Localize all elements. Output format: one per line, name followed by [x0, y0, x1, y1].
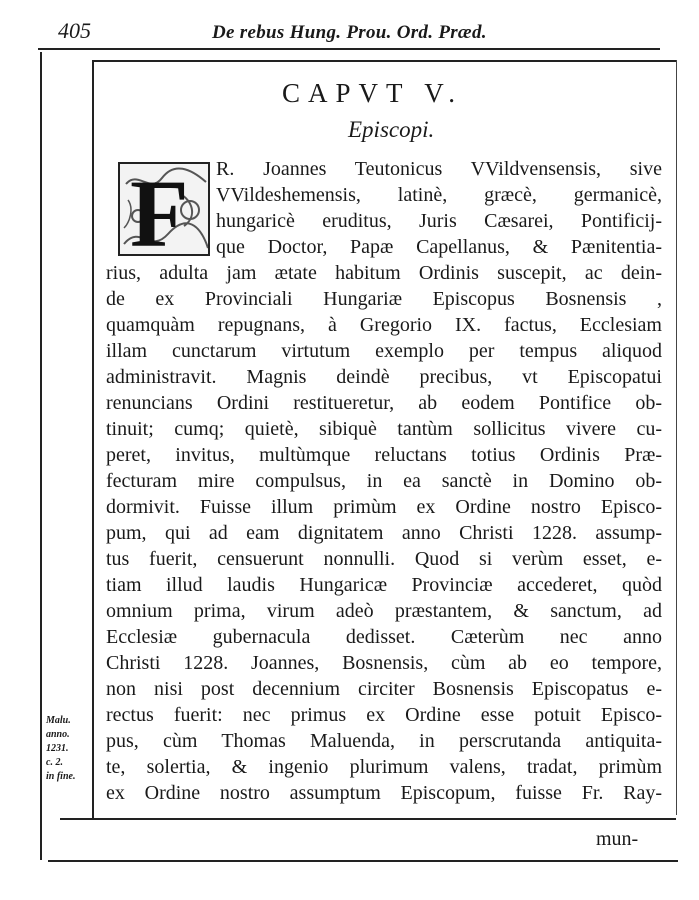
text-line: administravit. Magnis deindè precibus, vt Episcopatui: [106, 366, 662, 388]
text-line: tinuit; cumq; quietè, sibiquè tantùm sollicitus vivere cu-: [106, 418, 662, 440]
catchword: mun-: [596, 828, 639, 850]
margin-note-line: anno.: [46, 729, 70, 740]
text-line: omnium prima, virum adeò præstantem, & sanctum, ad: [106, 600, 662, 622]
text-line: te, solertia, & ingenio plurimum valens, tradat, primùm: [106, 756, 662, 778]
initial-letter: F: [130, 162, 189, 256]
text-line: Christi 1228. Joannes, Bosnensis, cùm ab eo tempore,: [106, 652, 662, 674]
margin-note-line: 1231.: [46, 743, 69, 754]
text-line: dormivit. Fuisse illum primùm ex Ordine nostro Episco-: [106, 496, 662, 518]
margin-note-line: Malu.: [46, 715, 71, 726]
page-number: 405: [58, 18, 91, 43]
text-line: tus fuerit, censuerunt nonnulli. Quod si verùm esset, e-: [106, 548, 662, 570]
text-line: hungaricè eruditus, Juris Cæsarei, Pontificij-: [216, 210, 662, 232]
foot-rule: [48, 860, 678, 862]
frame-top-rule: [92, 60, 676, 62]
text-line: quamquàm repugnans, à Gregorio IX. factus, Ecclesiam: [106, 314, 662, 336]
chapter-title: CAPVT V.: [282, 78, 464, 108]
margin-note-line: c. 2.: [46, 757, 63, 768]
text-line: peret, invitus, multùmque reluctans totius Ordinis Præ-: [106, 444, 662, 466]
text-line: pus, cùm Thomas Maluenda, in perscrutanda antiquita-: [106, 730, 662, 752]
margin-note-line: in fine.: [46, 771, 76, 782]
text-line: que Doctor, Papæ Capellanus, & Pænitentia-: [216, 236, 662, 258]
right-rule: [676, 60, 677, 815]
chapter-subtitle: Episcopi.: [348, 117, 435, 142]
text-line: non nisi post decennium circiter Bosnensis Episcopatus e-: [106, 678, 662, 700]
text-line: rectus fuerit: nec primus ex Ordine esse potuit Episco-: [106, 704, 662, 726]
text-line: illam cunctarum virtutum exemplo per tempus aliquod: [106, 340, 662, 362]
frame-bottom-rule: [60, 818, 676, 820]
text-line: rius, adulta jam ætate habitum Ordinis suscepit, ac dein-: [106, 262, 662, 284]
text-line: tiam illud laudis Hungaricæ Provinciæ accederet, quòd: [106, 574, 662, 596]
inner-left-rule: [92, 60, 94, 820]
top-rule: [38, 48, 660, 50]
text-line: renuncians Ordini restitueretur, ab eodem Pontifice ob-: [106, 392, 662, 414]
outer-left-rule: [40, 52, 42, 860]
text-line: R. Joannes Teutonicus VVildvensensis, sive: [216, 158, 662, 180]
text-line: Ecclesiæ gubernacula dedisset. Cæterùm nec anno: [106, 626, 662, 648]
text-line: VVildeshemensis, latinè, græcè, germanicè,: [216, 184, 662, 206]
text-line: fecturam mire compulsus, in ea sanctè in Domino ob-: [106, 470, 662, 492]
running-head: De rebus Hung. Prou. Ord. Præd.: [212, 22, 487, 43]
text-line: de ex Provinciali Hungariæ Episcopus Bosnensis ,: [106, 288, 662, 310]
text-line: pum, qui ad eam dignitatem anno Christi 1228. assump-: [106, 522, 662, 544]
decorated-initial: [118, 162, 210, 256]
text-line: ex Ordine nostro assumptum Episcopum, fuisse Fr. Ray-: [106, 782, 662, 804]
